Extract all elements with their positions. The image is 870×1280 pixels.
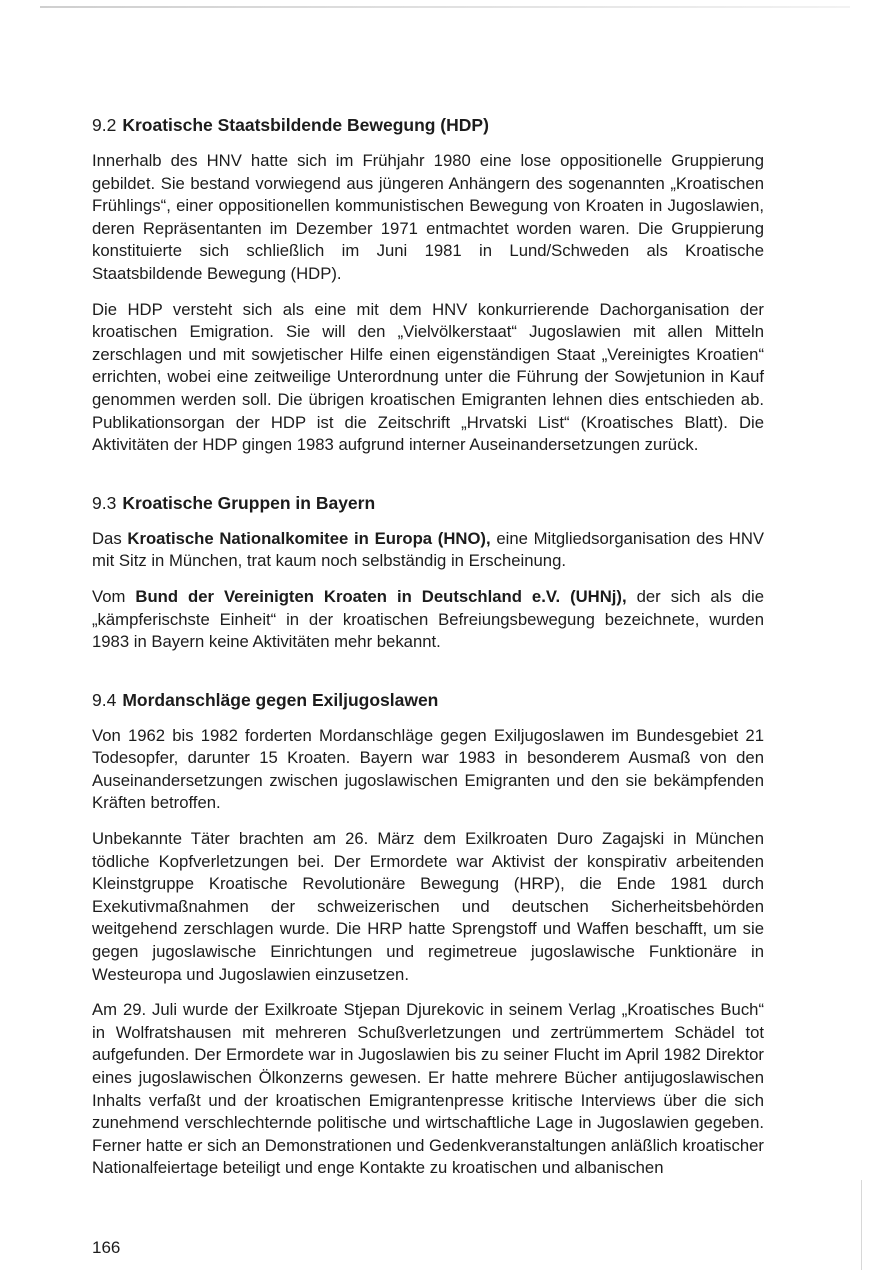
scan-top-edge (40, 6, 850, 8)
section-heading-9-3 (92, 490, 764, 516)
paragraph: Innerhalb des HNV hatte sich im Frühjahr 1980 eine lose oppositionelle Gruppierung gebildet. Sie bestand vorwiegend aus jüngeren Anhängern des sogenannten „Kroatischen Frühlings“, einer oppositionellen kommunistischen Bewegung von Kroaten in Jugoslawien, deren Repräsentanten im Dezember 1971 entmachtet worden waren. Die Gruppierung konstituierte sich schließlich im Juni 1981 in Lund/Schweden als Kroatische Staatsbildende Bewegung (HDP). (92, 151, 764, 283)
scan-right-edge (861, 1180, 862, 1270)
paragraph: Unbekannte Täter brachten am 26. März dem Exilkroaten Duro Zagajski in München tödliche Kopfverletzungen bei. Der Ermordete war Aktivist der konspirativ arbeitenden Kleinstgruppe Kroatische Revolutionäre Bewegung (HRP), die Ende 1981 durch Exekutivmaßnahmen der schweizerischen und deutschen Sicherheitsbehörden weitgehend zerschlagen wurde. Die HRP hatte Sprengstoff und Waffen beschafft, um sie gegen jugoslawische Einrichtungen und regimetreue jugoslawische Funktionäre in Westeuropa und Jugoslawien einzusetzen. (92, 829, 764, 984)
page-body (92, 112, 764, 1193)
paragraph-text: eine Mitgliedsorganisation des HNV mit Sitz in München, trat kaum noch selbständig in Erscheinung. (92, 528, 764, 571)
paragraph: Von 1962 bis 1982 forderten Mordanschläge gegen Exiljugoslawen im Bundesgebiet 21 Todesopfer, darunter 15 Kroaten. Bayern war 1983 in besonderem Ausmaß von den Auseinandersetzungen zwischen jugoslawischen Emigranten und den sie bekämpfenden Kräften betroffen. (92, 725, 764, 813)
section-title: Mordanschläge gegen Exiljugoslawen (122, 689, 439, 710)
paragraph-text: der sich als die „kämpferischste Einheit“ in der kroatischen Befreiungsbewegung bezeichnete, wurden 1983 in Bayern keine Aktivitäten mehr bekannt. (92, 586, 764, 652)
section-title: Kroatische Gruppen in Bayern (122, 492, 376, 513)
section-gap (92, 470, 764, 490)
organization-name: Kroatische Nationalkomitee in Europa (HNO), (127, 528, 491, 548)
section-heading-9-2 (92, 112, 764, 138)
paragraph-text: Vom (92, 586, 136, 606)
section-number: 9.3 (92, 492, 117, 513)
section-heading-9-4 (92, 687, 764, 713)
organization-name: Bund der Vereinigten Kroaten in Deutschland e.V. (UHNj), (135, 586, 627, 606)
paragraph (92, 528, 764, 573)
paragraph: Am 29. Juli wurde der Exilkroate Stjepan Djurekovic in seinem Verlag „Kroatisches Buch“ in Wolfratshausen mit mehreren Schußverletzungen und zertrümmertem Schädel tot aufgefunden. Der Ermordete war in Jugoslawien bis zu seiner Flucht im April 1982 Direktor eines jugoslawischen Ölkonzerns gewesen. Er hatte mehrere Bücher antijugoslawischen Inhalts verfaßt und der kroatischen Emigrantenpresse kritische Interviews über die sich zunehmend verschlechternde politische und wirtschaftliche Lage in Jugoslawien gegeben. Ferner hatte er sich an Demonstrationen und Gedenkveranstaltungen anläßlich kroatischer Nationalfeiertage beteiligt und enge Kontakte zu kroatischen und albanischen (92, 1000, 764, 1178)
paragraph (92, 586, 764, 654)
paragraph: Die HDP versteht sich als eine mit dem HNV konkurrierende Dachorganisation der kroatischen Emigration. Sie will den „Vielvölkerstaat“ Jugoslawien mit allen Mitteln zerschlagen und mit sowjetischer Hilfe einen eigenständigen Staat „Vereinigtes Kroatien“ errichten, wobei eine zeitweilige Unterordnung unter die Führung der Sowjetunion in Kauf genommen werden soll. Die übrigen kroatischen Emigranten lehnen dies entschieden ab. Publikationsorgan der HDP ist die Zeitschrift „Hrvatski List“ (Kroatisches Blatt). Die Aktivitäten der HDP gingen 1983 aufgrund interner Auseinandersetzungen zurück. (92, 299, 764, 455)
page-number: 166 (92, 1238, 121, 1257)
section-number: 9.4 (92, 689, 117, 710)
paragraph-text: Das (92, 528, 128, 548)
section-number: 9.2 (92, 115, 117, 135)
section-gap (92, 667, 764, 687)
section-title: Kroatische Staatsbildende Bewegung (HDP) (122, 115, 489, 135)
